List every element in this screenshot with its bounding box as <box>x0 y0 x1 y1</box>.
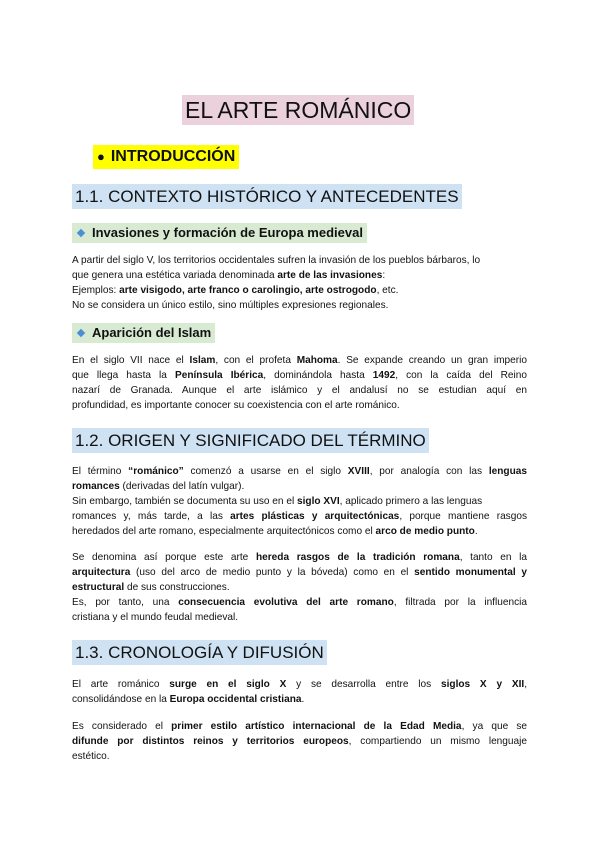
subsection-heading-text: Invasiones y formación de Europa medieval <box>92 225 363 240</box>
text-line: romances y, más tarde, a las artes plásticas y arquitectónicas, porque mantiene rasgos <box>72 511 528 522</box>
text-line: El término “románico” comenzó a usarse en el siglo XVIII, por analogía con las lenguas <box>72 466 527 477</box>
text-line: Sin embargo, también se documenta su uso en el siglo XVI, aplicado primero a las lenguas <box>72 496 483 507</box>
paragraph-invasiones <box>72 253 527 313</box>
text-line: No se considera un único estilo, sino múltiples expresiones regionales. <box>72 300 389 311</box>
text-line: A partir del siglo V, los territorios occidentales sufren la invasión de los pueblos bárbaros, lo <box>72 255 481 266</box>
subsection-heading-text: Aparición del Islam <box>92 325 212 340</box>
text-line: estructural de sus construcciones. <box>72 582 230 593</box>
intro-heading-text: INTRODUCCIÓN <box>110 148 236 165</box>
paragraph-islam <box>72 353 527 413</box>
text-line: que genera una estética variada denominada arte de las invasiones: <box>72 270 386 281</box>
text-line: cristiana y el mundo feudal medieval. <box>72 612 239 623</box>
text-line: que llega hasta la Península Ibérica, dominándola hasta 1492, con la caída del Reino <box>72 370 527 381</box>
diamond-bullet-icon <box>77 329 85 337</box>
subsection-heading-invasiones <box>72 223 367 243</box>
text-line: arquitectura (uso del arco de medio punto y la bóveda) como en el sentido monumental y <box>72 567 527 578</box>
text-line: Ejemplos: arte visigodo, arte franco o carolingio, arte ostrogodo, etc. <box>72 285 399 296</box>
text-line: En el siglo VII nace el Islam, con el profeta Mahoma. Se expande creando un gran imperio <box>72 355 527 366</box>
page-title: EL ARTE ROMÁNICO <box>182 95 414 125</box>
diamond-bullet-icon <box>77 229 85 237</box>
section-heading-1-1: 1.1. CONTEXTO HISTÓRICO Y ANTECEDENTES <box>72 184 462 209</box>
paragraph-cronologia-1 <box>72 677 527 707</box>
text-line: difunde por distintos reinos y territorios europeos, compartiendo un mismo lenguaje <box>72 736 527 747</box>
text-line: nazarí de Granada. Aunque el arte islámico y el andalusí no se estudian aquí en <box>72 385 527 396</box>
bullet-icon: ● <box>97 149 105 164</box>
text-line: Se denomina así porque este arte hereda rasgos de la tradición romana, tanto en la <box>72 552 527 563</box>
text-line: Es considerado el primer estilo artístico internacional de la Edad Media, ya que se <box>72 721 527 732</box>
text-line: heredados del arte romano, especialmente arquitectónicos como el arco de medio punto. <box>72 526 478 537</box>
paragraph-origen-1 <box>72 464 527 539</box>
paragraph-cronologia-2 <box>72 719 527 764</box>
text-line: romances (derivadas del latín vulgar). <box>72 481 245 492</box>
section-heading-1-2: 1.2. ORIGEN Y SIGNIFICADO DEL TÉRMINO <box>72 428 429 453</box>
intro-heading <box>93 145 239 169</box>
section-heading-1-3: 1.3. CRONOLOGÍA Y DIFUSIÓN <box>72 640 327 665</box>
text-line: consolidándose en la Europa occidental cristiana. <box>72 694 305 705</box>
text-line: El arte románico surge en el siglo X y se desarrolla entre los siglos X y XII, <box>72 679 527 690</box>
subsection-heading-islam <box>72 323 215 343</box>
paragraph-origen-2 <box>72 550 527 625</box>
text-line: Es, por tanto, una consecuencia evolutiva del arte romano, filtrada por la influencia <box>72 597 527 608</box>
text-line: profundidad, es importante conocer su coexistencia con el arte románico. <box>72 400 400 411</box>
text-line: estético. <box>72 751 110 762</box>
